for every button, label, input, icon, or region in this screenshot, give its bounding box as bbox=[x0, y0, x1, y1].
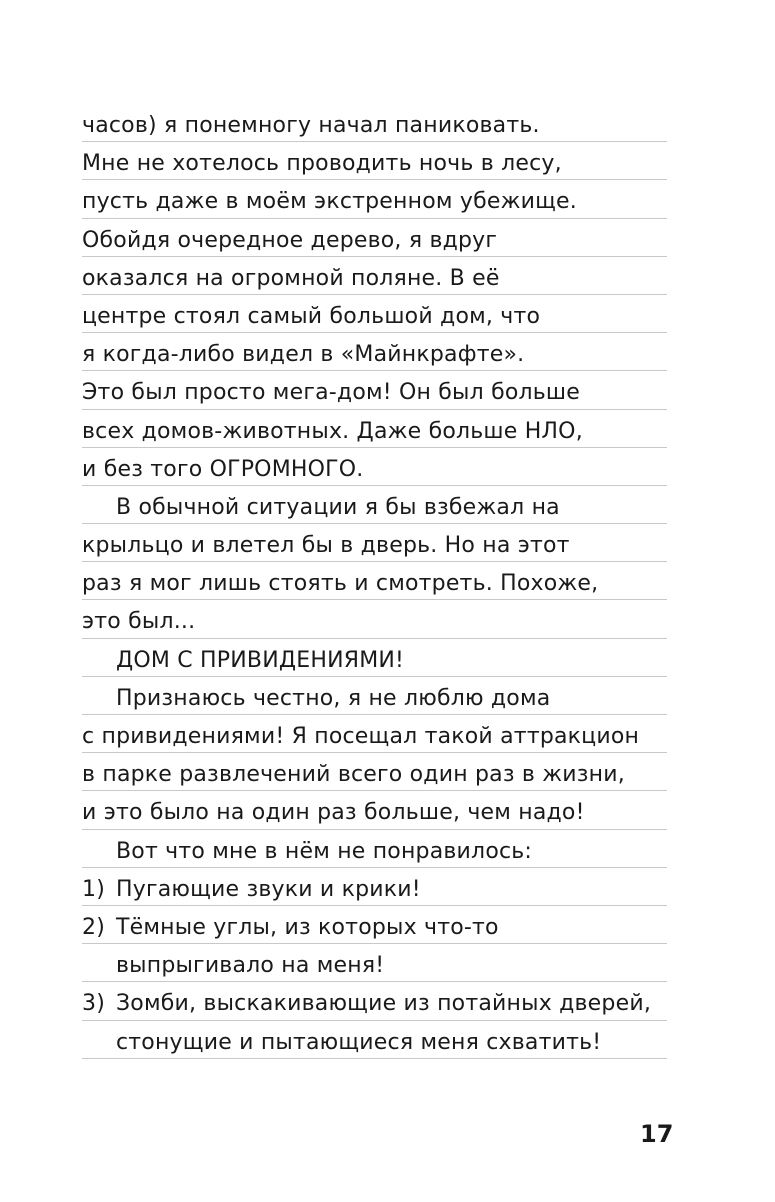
text-line bbox=[82, 371, 667, 409]
line-text: раз я мог лишь стоять и смотреть. Похоже, bbox=[82, 571, 599, 597]
list-number: 1) bbox=[82, 876, 105, 902]
line-text: Признаюсь честно, я не люблю дома bbox=[116, 685, 551, 711]
text-line bbox=[82, 791, 667, 829]
line-text: Это был просто мега-дом! Он был больше bbox=[82, 380, 580, 406]
line-text: и это было на один раз больше, чем надо! bbox=[82, 800, 585, 826]
line-text: в парке развлечений всего один раз в жизни, bbox=[82, 762, 625, 788]
line-text: центре стоял самый большой дом, что bbox=[82, 303, 541, 329]
line-text: ДОМ С ПРИВИДЕНИЯМИ! bbox=[116, 647, 405, 673]
line-text: пусть даже в моём экстренном убежище. bbox=[82, 189, 577, 215]
text-line bbox=[82, 868, 667, 906]
text-line bbox=[82, 257, 667, 295]
line-text: я когда-либо видел в «Майнкрафте». bbox=[82, 342, 525, 368]
line-text: Мне не хотелось проводить ночь в лесу, bbox=[82, 151, 562, 177]
line-text: часов) я понемногу начал паниковать. bbox=[82, 113, 540, 138]
text-line bbox=[82, 104, 667, 142]
text-line bbox=[82, 944, 667, 982]
line-text: Пугающие звуки и крики! bbox=[116, 876, 421, 902]
line-text: с привидениями! Я посещал такой аттракцион bbox=[82, 724, 640, 749]
text-line bbox=[82, 562, 667, 600]
list-number: 3) bbox=[82, 991, 105, 1017]
text-line bbox=[82, 982, 667, 1020]
line-text: и без того ОГРОМНОГО. bbox=[82, 456, 364, 482]
text-line bbox=[82, 1021, 667, 1059]
text-line bbox=[82, 753, 667, 791]
line-text: В обычной ситуации я бы взбежал на bbox=[116, 494, 560, 520]
text-line bbox=[82, 830, 667, 868]
line-text: крыльцо и влетел бы в дверь. Но на этот bbox=[82, 533, 570, 559]
line-text: Тёмные углы, из которых что-то bbox=[116, 914, 499, 940]
text-line bbox=[82, 410, 667, 448]
line-text: это был... bbox=[82, 609, 196, 635]
text-line bbox=[82, 448, 667, 486]
line-text: Обойдя очередное дерево, я вдруг bbox=[82, 227, 498, 253]
text-body bbox=[82, 104, 667, 1059]
text-line bbox=[82, 486, 667, 524]
text-line bbox=[82, 295, 667, 333]
line-text: Зомби, выскакивающие из потайных дверей, bbox=[116, 991, 652, 1017]
text-line bbox=[82, 180, 667, 218]
page-number: 17 bbox=[640, 1120, 674, 1148]
text-line bbox=[82, 600, 667, 638]
line-text: всех домов-животных. Даже больше НЛО, bbox=[82, 418, 583, 444]
text-line bbox=[82, 524, 667, 562]
line-text: Вот что мне в нём не понравилось: bbox=[116, 838, 533, 864]
list-number: 2) bbox=[82, 914, 105, 940]
text-line bbox=[82, 639, 667, 677]
text-line bbox=[82, 142, 667, 180]
text-line bbox=[82, 715, 667, 753]
line-text: оказался на огромной поляне. В её bbox=[82, 265, 500, 291]
text-line bbox=[82, 906, 667, 944]
line-text: стонущие и пытающиеся меня схватить! bbox=[116, 1029, 602, 1055]
line-text: выпрыгивало на меня! bbox=[116, 953, 385, 979]
text-line bbox=[82, 677, 667, 715]
text-line bbox=[82, 219, 667, 257]
text-line bbox=[82, 333, 667, 371]
